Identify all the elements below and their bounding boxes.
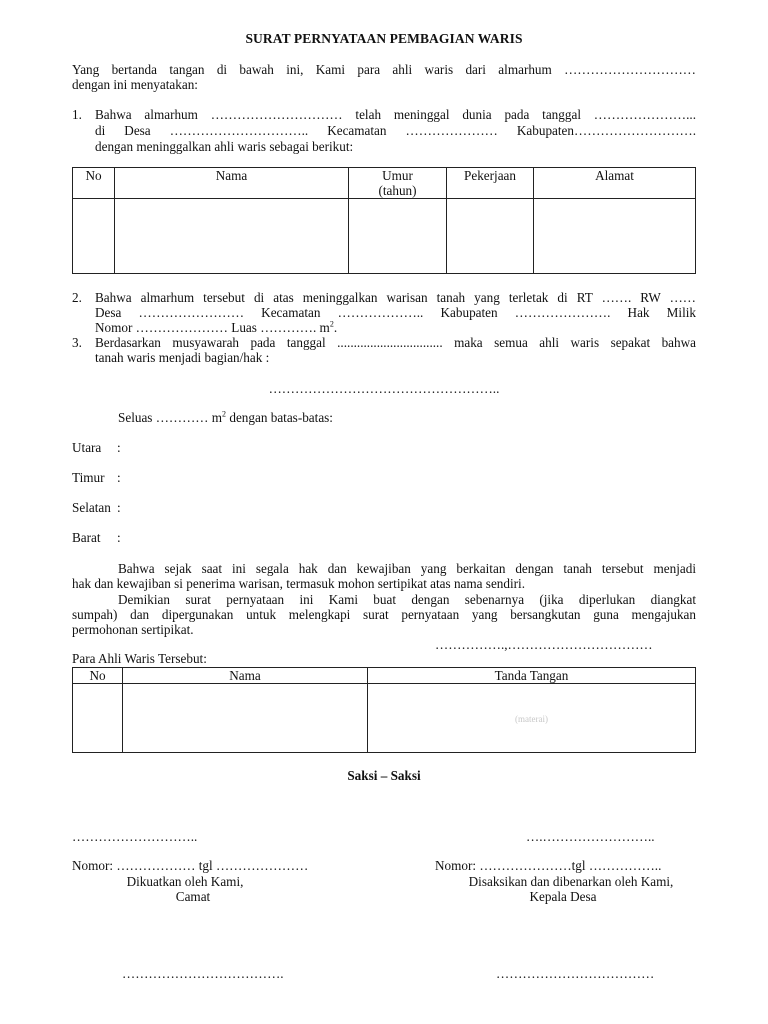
heirs-col-nama: Nama (115, 168, 349, 199)
heirs-cell (447, 199, 534, 274)
share-dotted-line: …………………………………………….. (268, 381, 500, 396)
heirs-cell (115, 199, 349, 274)
witnesses-title: Saksi – Saksi (347, 768, 421, 783)
border-selatan-label: Selatan (72, 500, 111, 515)
item-2-line-3 (95, 320, 696, 336)
kades-confirm-text: Disaksikan dan dibenarkan oleh Kami, (468, 874, 674, 889)
heirs-cell (534, 199, 696, 274)
item-1-number: 1. (72, 107, 82, 122)
item-3-number: 3. (72, 335, 82, 350)
signature-table-row (73, 684, 696, 753)
para-1-line-1: Bahwa sejak saat ini segala hak dan kewajiban yang berkaitan dengan tanah tersebut menjadi (118, 561, 696, 576)
para-2-line-3: permohonan sertipikat. (72, 622, 194, 637)
document-page (72, 0, 696, 1024)
intro-line-2: dengan ini menyatakan: (72, 77, 198, 92)
stamp-note: (materai) (515, 713, 548, 724)
heirs-cell (349, 199, 447, 274)
para-1-line-2: hak dan kewajiban si penerima warisan, termasuk mohon sertipikat atas nama sendiri. (72, 576, 525, 591)
sig-col-nama: Nama (123, 668, 368, 684)
border-barat-colon: : (117, 530, 121, 545)
place-date-line: …………….,…………………………… (435, 637, 653, 652)
heirs-table-header (73, 168, 696, 199)
heirs-col-umur-label: Umur (382, 168, 413, 183)
camat-signature-line: ………………………………. (122, 966, 284, 981)
item-2-area-superscript: 2 (329, 319, 334, 329)
document-title: SURAT PERNYATAAN PEMBAGIAN WARIS (245, 31, 523, 46)
sig-col-no: No (73, 668, 123, 684)
witness-right-line: ….…………………….. (526, 829, 655, 844)
item-1-line-1: Bahwa almarhum ………………………… telah meninggal dunia pada tanggal …………………... (95, 107, 696, 122)
area-line (118, 410, 333, 426)
heirs-col-umur-unit: (tahun) (378, 183, 417, 198)
item-1-line-2: di Desa ………………………….. Kecamatan ………………… Kabupaten………………………. (95, 123, 696, 138)
kades-title: Kepala Desa (529, 889, 597, 904)
heirs-col-no: No (73, 168, 115, 199)
border-selatan-colon: : (117, 500, 121, 515)
border-barat-label: Barat (72, 530, 101, 545)
para-2-line-2: sumpah) dan dipergunakan untuk melengkapi surat pernyataan yang bersangkutan guna mengajukan (72, 607, 696, 622)
heirs-table-row (73, 199, 696, 274)
camat-title: Camat (175, 889, 211, 904)
area-superscript: 2 (222, 409, 227, 419)
item-1-line-3: dengan meninggalkan ahli waris sebagai berikut: (95, 139, 354, 154)
item-2-area-end: . (333, 320, 338, 335)
heirs-col-alamat: Alamat (534, 168, 696, 199)
item-2-area-text: Nomor ………………… Luas …………. m (95, 320, 330, 335)
kades-nomor-line: Nomor: …………………tgl …………….. (435, 858, 662, 873)
witness-left-line: ……………………….. (72, 829, 198, 844)
item-3-line-1: Berdasarkan musyawarah pada tanggal ................................ maka semua ahli waris sepakat bahwa (95, 335, 696, 350)
item-2-line-2: Desa …………………… Kecamatan ……………….. Kabupaten …………………. Hak Milik (95, 305, 696, 320)
heirs-table (72, 167, 696, 274)
heirs-col-pekerjaan: Pekerjaan (447, 168, 534, 199)
item-2-line-1: Bahwa almarhum tersebut di atas meninggalkan warisan tanah yang terletak di RT ……. RW …… (95, 290, 696, 305)
border-timur-colon: : (117, 470, 121, 485)
sig-cell (123, 684, 368, 753)
signature-table-header (73, 668, 696, 684)
border-timur-label: Timur (72, 470, 105, 485)
sig-col-tanda-tangan: Tanda Tangan (368, 668, 696, 684)
signature-table (72, 667, 696, 753)
area-text: Seluas ………… m (118, 410, 223, 425)
item-2-number: 2. (72, 290, 82, 305)
heirs-col-umur (349, 168, 447, 199)
intro-line-1: Yang bertanda tangan di bawah ini, Kami para ahli waris dari almarhum ………………………… (72, 62, 696, 77)
item-3-line-2: tanah waris menjadi bagian/hak : (95, 350, 270, 365)
border-utara-colon: : (117, 440, 121, 455)
camat-nomor-line: Nomor: ……………… tgl ………………… (72, 858, 309, 873)
area-text-end: dengan batas-batas: (226, 410, 333, 425)
kades-signature-line: ……………………………… (496, 966, 655, 981)
camat-confirm-text: Dikuatkan oleh Kami, (126, 874, 244, 889)
para-2-line-1: Demikian surat pernyataan ini Kami buat dengan sebenarnya (jika diperlukan diangkat (118, 592, 696, 607)
sig-cell-stamp (368, 684, 696, 753)
heirs-label: Para Ahli Waris Tersebut: (72, 651, 207, 666)
border-utara-label: Utara (72, 440, 102, 455)
heirs-cell (73, 199, 115, 274)
sig-cell (73, 684, 123, 753)
